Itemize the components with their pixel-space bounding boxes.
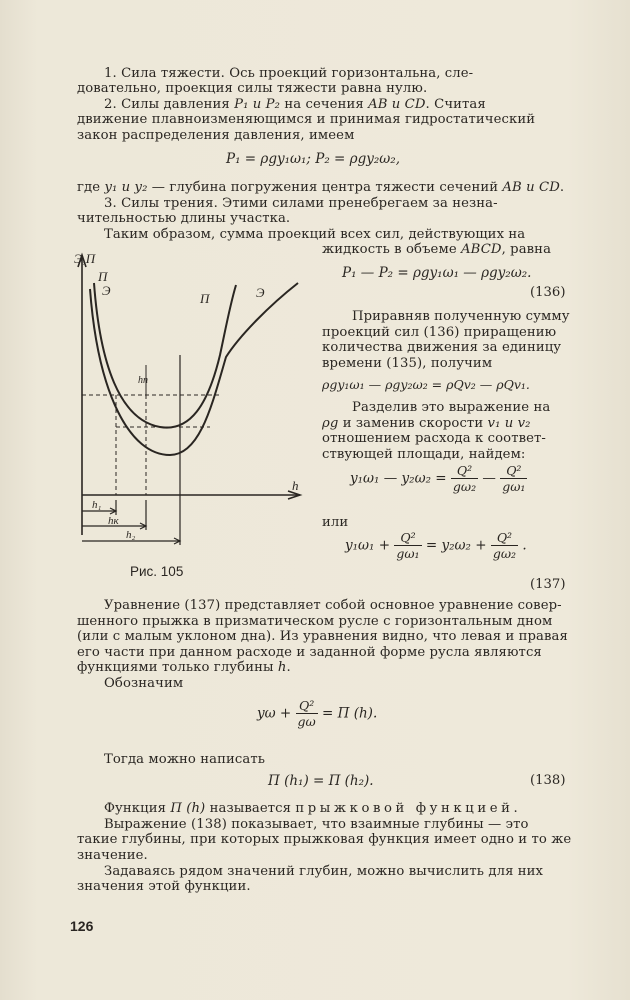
equation-136: P₁ — P₂ = ρgy₁ω₁ — ρgy₂ω₂. — [342, 265, 532, 281]
text-line: шенного прыжка в призматическом русле с горизонтальным дном — [77, 614, 553, 629]
curve-label: П — [98, 269, 108, 284]
text-line: закон распределения давления, имеем — [77, 128, 355, 143]
text-line: 1. Сила тяжести. Ось проекций горизонтальна, сле- — [104, 66, 474, 81]
text-line: движение плавноизменяющимся и принимая гидростатический — [77, 112, 536, 127]
curve-E — [90, 283, 298, 455]
h1-label: h₁ — [92, 499, 102, 511]
text-line: такие глубины, при которых прыжковая функция имеет одно и то же — [77, 832, 572, 847]
text-line: Задаваясь рядом значений глубин, можно вычислить для них — [104, 864, 544, 879]
text-line: Выражение (138) показывает, что взаимные глубины — это — [104, 817, 529, 832]
equation-number: (138) — [530, 773, 566, 788]
equation-pressure: P₁ = ρgy₁ω₁; P₂ = ρgy₂ω₂, — [226, 151, 400, 167]
text-line: 2. Силы давления P₁ и P₂ на сечения AB и CD. Считая — [104, 97, 486, 112]
text-line: функциями только глубины h. — [77, 660, 291, 675]
curve-label: П — [200, 291, 210, 306]
text-line: Разделив это выражение на — [352, 400, 551, 415]
text-line: жидкость в объеме ABCD, равна — [322, 242, 552, 257]
equation-jump-function: yω + $\frac{\text{Q²}}{g\omega}$ = П (h). — [257, 698, 378, 729]
text-line: Таким образом, сумма проекций всех сил, действующих на — [104, 227, 526, 242]
text-line: или — [322, 515, 349, 530]
text-line: времени (135), получим — [322, 356, 493, 371]
hk-label: hк — [108, 515, 119, 527]
equation-138: П (h₁) = П (h₂). — [268, 773, 374, 789]
text-line: значения этой функции. — [77, 879, 251, 894]
hn-label: hп — [138, 375, 148, 386]
text-line: значение. — [77, 848, 148, 863]
text-line: Функция П (h) называется прыжковой функцией. — [104, 801, 518, 816]
text-line: довательно, проекция силы тяжести равна нулю. — [77, 81, 428, 96]
equation-number: (137) — [530, 577, 566, 592]
text-line: Уравнение (137) представляет собой основное уравнение совер- — [104, 598, 562, 613]
text-line: чительностью длины участка. — [77, 211, 291, 226]
equation-fraction-a: y₁ω₁ — y₂ω₂ = $\frac{\text{Q²}}{\text{gω₂}}$ — $\frac{\text{Q²}}{\text{gω₁}}$ — [350, 463, 526, 494]
y-axis-label: Э,П — [74, 251, 96, 266]
text-line: Обозначим — [104, 676, 184, 691]
equation-momentum: ρgy₁ω₁ — ρgy₂ω₂ = ρQv₂ — ρQv₁. — [322, 377, 530, 392]
text-line: ствующей площади, найдем: — [322, 447, 526, 462]
figure-105 — [60, 245, 310, 560]
x-axis-label: h — [292, 478, 299, 493]
h2-label: h₂ — [126, 529, 136, 541]
text-line: количества движения за единицу — [322, 340, 562, 355]
text-line: где y₁ и y₂ — глубина погружения центра тяжести сечений AB и CD. — [77, 180, 565, 195]
text-line: проекций сил (136) приращению — [322, 325, 557, 340]
text-line: 3. Силы трения. Этими силами пренебрегаем за незна- — [104, 196, 498, 211]
curve-label: Э — [256, 285, 265, 300]
equation-number: (136) — [530, 285, 566, 300]
text-line: его части при данном расходе и заданной форме русла являются — [77, 645, 542, 660]
text-line: Приравняв полученную сумму — [352, 309, 570, 324]
curve-label: Э — [102, 283, 111, 298]
page-number: 126 — [70, 918, 94, 934]
text-line: Тогда можно написать — [104, 752, 266, 767]
figure-caption: Рис. 105 — [130, 564, 184, 579]
equation-fraction-b: y₁ω₁ + $\frac{\text{Q²}}{\text{gω₁}}$ = y₂ω₂ + $\frac{\text{Q²}}{\text{gω₂}}$ . — [345, 530, 527, 561]
text-line: отношением расхода к соответ- — [322, 431, 546, 446]
text-line: (или с малым уклоном дна). Из уравнения видно, что левая и правая — [77, 629, 568, 644]
text-line: ρg и заменив скорости v₁ и v₂ — [322, 416, 531, 431]
